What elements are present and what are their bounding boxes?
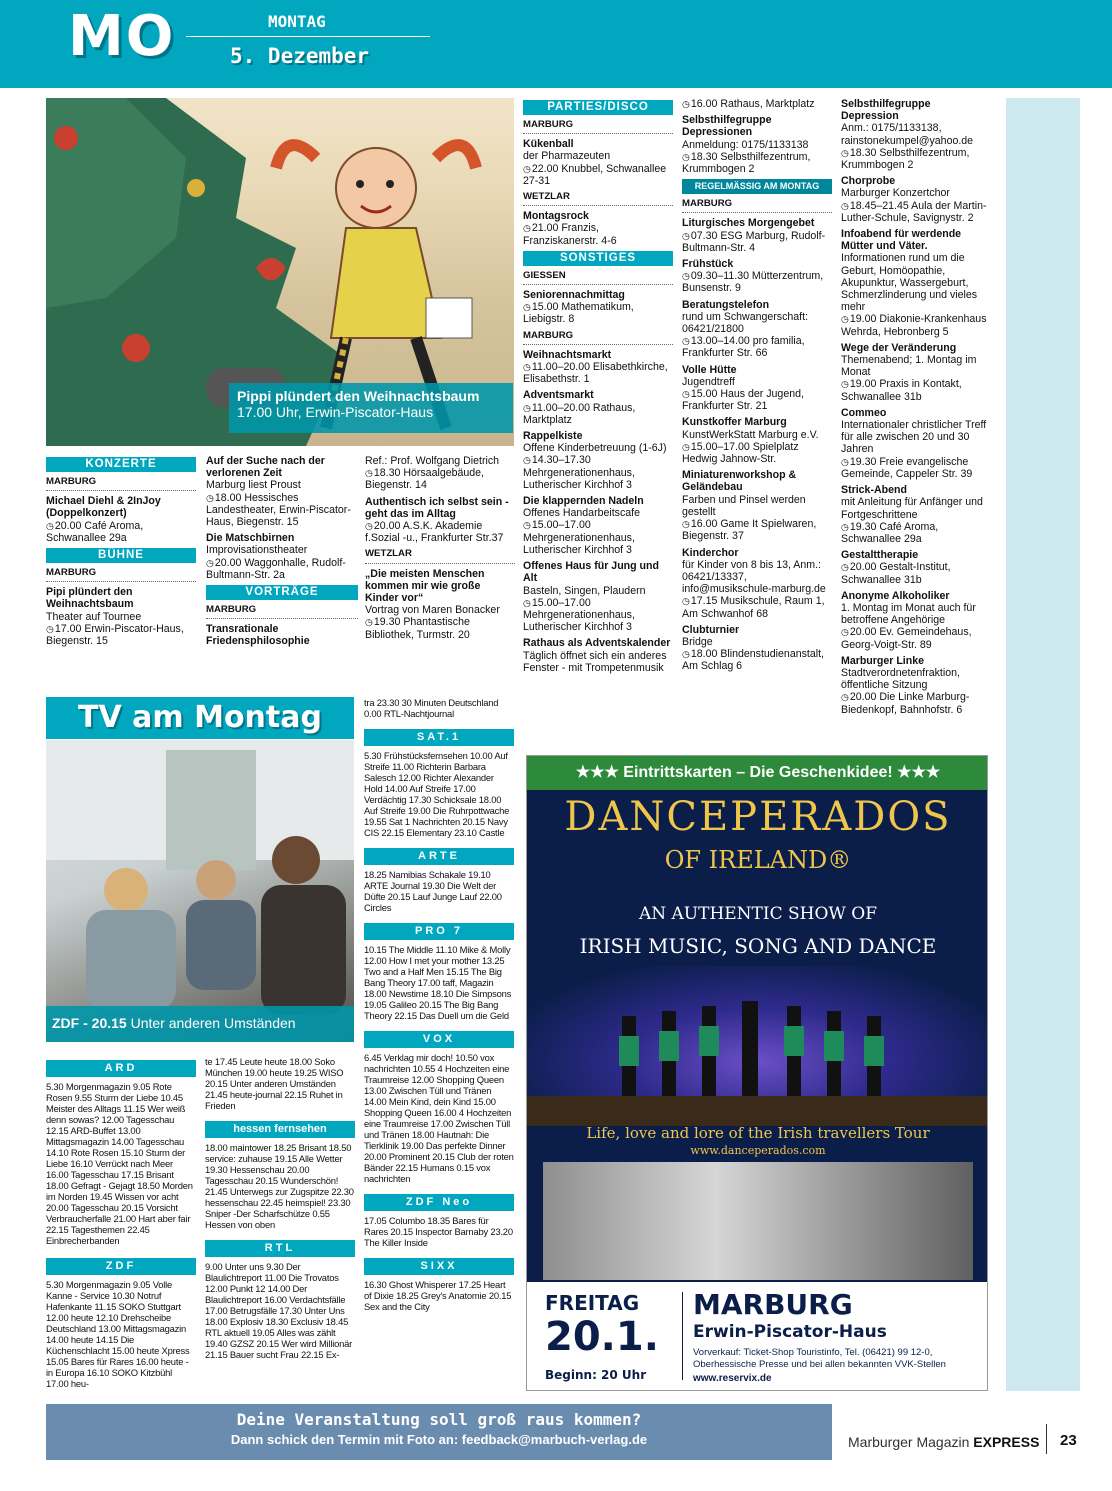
regelmaessig-heading: REGELMÄSSIG AM MONTAG [682,179,832,194]
event-detail: ◷ 19.30 Phantastische Bibliothek, Turmstr. 20 [365,616,515,640]
tv-photo-scene [46,740,354,1042]
ad-weekday: FREITAG [545,1291,640,1315]
event-detail: ◷ 20.00 Die Linke Marburg-Biedenkopf, Bahnhofstr. 6 [841,691,991,715]
event-detail: ◷ 20.00 Waggonhalle, Rudolf-Bultmann-Str. 2a [206,557,358,581]
vortraege-heading: VORTRÄGE [206,585,358,600]
buehne-heading: BÜHNE [46,548,196,563]
event-detail: Theater auf Tournee [46,610,142,623]
parties-heading: PARTIES/DISCO [523,100,673,115]
event-detail: rund um Schwangerschaft: 06421/21800 [682,310,809,336]
event-detail: Ref.: Prof. Wolfgang Dietrich [365,455,500,467]
event-detail: ◷ 17.15 Musikschule, Raum 1, Am Schwanhof 68 [682,595,832,619]
hr-heading: hessen fernsehen [205,1121,355,1138]
ad-banner: ★★★ Eintrittskarten – Die Geschenkidee! ★★★ [527,756,988,790]
ard-heading: ARD [46,1060,196,1077]
ad-start-time: Beginn: 20 Uhr [545,1368,647,1382]
ad-presale-1: Vorverkauf: Ticket-Shop Touristinfo, Tel. (06421) 99 12-0, [693,1347,933,1358]
ad-date: 20.1. [545,1314,659,1360]
event-title: Strick-Abend [841,484,907,497]
tv-heading: TV am Montag [46,697,354,739]
event-title: Wege der Veränderung [841,341,957,354]
sonstiges-heading: SONSTIGES [523,251,673,266]
event-detail: ◷ 21.00 Franzis, Franziskanerstr. 4-6 [523,222,673,246]
event-title: Volle Hütte [682,363,737,376]
magazine-name [848,1434,1039,1450]
event-detail: ◷ 07.30 ESG Marburg, Rudolf-Bultmann-Str. 4 [682,230,832,254]
header-divider [186,36,430,37]
sixx-heading: SIXX [364,1258,514,1275]
ad-stage-photo [527,966,988,1126]
wetzlar-city: WETZLAR [365,548,515,563]
event-detail: ◷ 15.00–17.00 Spielplatz Hedwig Jahnow-Str. [682,441,832,465]
event-title: Anonyme Alkoholiker [841,589,950,602]
event-detail: ◷ 16.00 Rathaus, Marktplatz [682,98,832,110]
ad-tour: Life, love and lore of the Irish travellers Tour [586,1124,930,1142]
event-title: Chorprobe [841,175,896,188]
day-abbreviation: MO [68,4,176,69]
vox-heading: VOX [364,1031,514,1048]
event-title: Marburger Linke [841,654,925,667]
event-title: Authentisch ich selbst sein - geht das im Alltag [365,495,509,520]
event-title: Transrationale Friedensphilosophie [206,623,310,648]
tv-col-3 [364,697,514,1312]
event-detail: ◷ 20.00 Café Aroma, Schwanallee 29a [46,520,196,544]
event-title: „Die meisten Menschen kommen mir wie große Kinder vor“ [365,567,485,605]
event-detail: ◷ 19.30 Freie evangelische Gemeinde, Cappeler Str. 39 [841,456,991,480]
event-title: Die klappernden Nadeln [523,495,644,508]
sat1-program: 5.30 Frühstücksfernsehen 10.00 Auf Streife 11.00 Richterin Barbara Salesch 12.00 Richter Alexander Hold 14.00 Auf Streife 17.00 Verdächtig 17.30 Schicksale 18.00 Auf Streife 19.00 Die Ruhrpottwache 19.55 Sat 1 Nachrichten 20.15 Navy CIS 22.15 Elementary 23.10 Castle [364,750,510,838]
event-title: Adventsmarkt [523,389,594,402]
event-detail: ◷ 09.30–11.30 Mütterzentrum, Bunsenstr. 9 [682,270,832,294]
event-detail: Basteln, Singen, Plaudern [523,584,646,597]
city: WETZLAR [523,191,673,206]
rtl-program-cont: tra 23.30 30 Minuten Deutschland 0.00 RTL-Nachtjournal [364,697,499,719]
events-col-2 [206,455,358,652]
event-detail: ◷ 14.30–17.30 Mehrgenerationenhaus, Lutherischer Kirchhof 3 [523,454,673,491]
event-title: Kükenball [523,138,574,151]
event-title: Frühstück [682,258,734,271]
buehne-city: MARBURG [46,567,196,582]
event-title: Seniorennachmittag [523,289,625,302]
event-detail: ◷ 11.00–20.00 Rathaus, Marktplatz [523,402,673,426]
event-detail: ◷ 20.00 Ev. Gemeindehaus, Georg-Voigt-Str. 89 [841,626,991,650]
event-detail: ◷ 18.30 Selbsthilfezentrum, Krummbogen 2 [841,147,991,171]
page-number: 23 [1060,1432,1077,1449]
pippi-caption-sub: 17.00 Uhr, Erwin-Piscator-Haus [237,404,434,420]
event-detail: Offenes Handarbeitscafe [523,507,640,520]
event-title: Gestalttherapie [841,549,919,562]
ad-venue: Erwin-Piscator-Haus [693,1322,887,1342]
pippi-caption-title: Pippi plündert den Weihnachtsbaum [237,388,480,404]
event-detail: ◷ 18.45–21.45 Aula der Martin-Luther-Schule, Savignystr. 2 [841,200,991,224]
arte-program: 18.25 Namibias Schakale 19.10 ARTE Journal 19.30 Die Welt der Düfte 20.15 Lauf Junge Lauf 22.00 Circles [364,869,502,913]
event-detail: Marburger Konzertchor [841,187,950,200]
rtl-program: 9.00 Unter uns 9.30 Der Blaulichtreport 11.00 Die Trovatos 12.00 Punkt 12 14.00 Der Blaulichtreport 16.00 Verdachtsfälle 17.00 Betrugsfälle 17.30 Unter Uns 18.00 Explosiv 18.30 Exclusiv 18.45 RTL aktuell 19.05 Alles was zählt 19.40 GZSZ 20.15 Wer wird Millionär 21.15 Bauer sucht Frau 22.15 Ex- [205,1261,353,1360]
event-detail: Bridge [682,635,713,648]
ad-url[interactable]: www.danceperados.com [690,1144,826,1157]
event-title: Selbsthilfegruppe Depression [841,98,931,123]
event-detail: Offene Kinderbetreuung (1-6J) [523,442,667,455]
event-detail: ◷ 13.00–14.00 pro familia, Frankfurter Str. 66 [682,335,832,359]
event-detail: Vortrag von Maren Bonacker [365,604,500,617]
event-detail: mit Anleitung für Anfänger und Fortgeschrittene [841,496,983,521]
vortraege-city: MARBURG [206,604,358,619]
city: MARBURG [523,119,673,134]
event-detail: ◷ 15.00 Mathematikum, Liebigstr. 8 [523,301,673,325]
event-detail: ◷ 19.30 Café Aroma, Schwanallee 29a [841,521,991,545]
event-detail: Improvisationstheater [206,544,308,557]
magazine-brand: EXPRESS [973,1434,1040,1450]
magazine-title: Marburger Magazin [848,1434,974,1450]
city: GIESSEN [523,270,673,285]
event-detail: der Pharmazeuten [523,150,611,163]
events-col-6 [841,98,991,720]
ad-line-1: AN AUTHENTIC SHOW OF [638,904,878,924]
hr-program: 18.00 maintower 18.25 Brisant 18.50 service: zuhause 19.15 Alle Wetter 19.30 Hessenschau 20.00 Tagesschau 20.15 Wunderschön! 21.45 Unterwegs zur Zugspitze 22.30 hessenschau 22.45 heimspiel! 23.30 Sniper -Der Scharfschütze 0.55 Hessen von oben [205,1142,354,1230]
zdfneo-program: 17.05 Columbo 18.35 Bares für Rares 20.15 Inspector Barnaby 23.20 The Killer Inside [364,1215,513,1248]
event-title: Offenes Haus für Jung und Alt [523,560,659,585]
side-strip [1006,98,1080,1391]
event-title: Rathaus als Adventskalender [523,637,671,650]
ard-program: 5.30 Morgenmagazin 9.05 Rote Rosen 9.55 Sturm der Liebe 10.45 Meister des Alltags 11.15 Wer weiß denn sowas? 12.00 Tagesschau 12.15 ARD-Buffet 13.00 Mittagsmagazin 14.00 Tagesschau 14.10 Rote Rosen 15.10 Sturm der Liebe 16.10 Verrückt nach Meer 16.00 Tagesschau 17.15 Brisant 18.00 Gefragt - Gejagt 18.50 Morden im Norden 19.45 Wissen vor acht 20.00 Tagesschau 20.15 Vorsicht Verbraucherfalle 21.00 Hart aber fair 22.15 Tagesthemen 22.45 Einbrecherbanden [46,1081,193,1246]
zdf-program: 5.30 Morgenmagazin 9.05 Volle Kanne - Service 10.30 Notruf Hafenkante 11.15 SOKO Stuttgart 12.00 heute 12.10 Drehscheibe Deutschland 13.00 Mittagsmagazin 14.00 heute 14.15 Die Küchenschlacht 15.00 heute Xpress 15.05 Bares für Rares 16.00 heute - in Europa 16.10 SOKO Kitzbühl 17.00 heu- [46,1279,190,1389]
event-title: Weihnachtsmarkt [523,348,612,361]
pippi-caption [229,383,513,433]
page-divider [1046,1424,1047,1454]
event-title: Selbsthilfegruppe Depressionen [682,114,772,139]
event-detail: Stadtverordnetenfraktion, öffentliche Sitzung [841,666,960,692]
event-detail: Täglich öffnet sich ein anderes Fenster - mit Trompetenmusik [523,649,667,674]
arte-heading: ARTE [364,848,514,865]
event-title: Infoabend für werdende Mütter und Väter. [841,228,962,253]
footer-contact[interactable]: Dann schick den Termin mit Foto an: feedback@marbuch-verlag.de [230,1432,648,1447]
event-title: Michael Diehl & 2InJoy (Doppelkonzert) [46,495,161,520]
event-detail: ◷ 18.30 Hörsaalgebäude, Biegenstr. 14 [365,467,515,491]
ad-divider [682,1292,683,1380]
event-detail: ◷ 19.00 Diakonie-Krankenhaus Wehrda, Hebronberg 5 [841,313,991,337]
event-title: Auf der Suche nach der verlorenen Zeit [206,455,325,480]
event-detail: ◷ 18.00 Hessisches Landestheater, Erwin-Piscator-Haus, Biegenstr. 15 [206,492,358,529]
ad-city: MARBURG [693,1288,853,1321]
danceperados-ad[interactable] [526,755,988,1391]
event-title: Kunstkoffer Marburg [682,416,787,429]
event-detail: 1. Montag im Monat auch für betroffene Angehörige [841,601,976,627]
zdf-program-cont: te 17.45 Leute heute 18.00 Soko München 19.00 heute 19.25 WISO 20.15 Unter anderen Umständen 21.45 heute-journal 22.15 Ruhet in Frieden [205,1056,344,1111]
event-detail: ◷ 19.00 Praxis in Kontakt, Schwanallee 31b [841,378,991,402]
konzerte-city: MARBURG [46,476,196,491]
footer-banner [46,1404,832,1460]
event-title: Pipi plündert den Weihnachtsbaum [46,586,134,611]
dancers-graphic [527,966,988,1126]
ad-line-2: IRISH MUSIC, SONG AND DANCE [579,934,937,958]
event-detail: Farben und Pinsel werden gestellt [682,493,806,518]
events-col-4 [523,98,673,678]
date: 5. Dezember [230,44,370,68]
event-title: Clubturnier [682,623,740,636]
event-title: Rappelkiste [523,430,583,443]
event-detail: ◷ 22.00 Knubbel, Schwanallee 27-31 [523,163,673,187]
tv-col-2 [205,1056,355,1360]
event-detail: Marburg liest Proust [206,479,301,492]
events-col-5 [682,98,832,677]
event-detail: ◷ 17.00 Erwin-Piscator-Haus, Biegenstr. 15 [46,623,196,647]
event-detail: ◷ 15.00 Haus der Jugend, Frankfurter Str. 21 [682,388,832,412]
sat1-heading: SAT.1 [364,729,514,746]
event-detail: ◷ 15.00–17.00 Mehrgenerationenhaus, Lutherischer Kirchhof 3 [523,597,673,634]
event-detail: Informationen rund um die Geburt, Homöopathie, Akupunktur, Wassergeburt, Schmerzlinderung und vieles mehr [841,252,978,314]
events-col-1 [46,455,196,651]
event-detail: Internationaler christlicher Treff für alle zwischen 20 und 30 Jahren [841,419,987,456]
city: MARBURG [682,198,832,213]
zdf-heading: ZDF [46,1258,196,1275]
event-title: Miniaturenworkshop & Geländebau [682,469,797,494]
footer-headline: Deine Veranstaltung soll groß raus kommen? [236,1410,642,1429]
tv-col-1 [46,1060,196,1389]
event-title: Montagsrock [523,210,589,223]
tv-caption-time: ZDF - 20.15 [52,1015,127,1031]
ad-historic-photo [543,1162,973,1280]
ad-presale-2: Oberhessische Presse und bei allen bekannten VVK-Stellen [693,1359,946,1370]
rtl-heading: RTL [205,1240,355,1257]
event-detail: Anmeldung: 0175/1133138 [682,138,809,151]
event-detail: Themenabend; 1. Montag im Monat [841,354,977,379]
event-title: Beratungstelefon [682,298,770,311]
tv-caption-title: Unter anderen Umständen [126,1015,296,1031]
events-col-3 [365,455,515,645]
event-detail: Jugendtreff [682,375,735,388]
ad-subtitle: OF IRELAND® [664,846,852,874]
event-detail: ◷ 20.00 Gestalt-Institut, Schwanallee 31b [841,561,991,585]
event-detail: ◷ 16.00 Game It Spielwaren, Biegenstr. 37 [682,518,832,542]
event-detail: ◷ 18.30 Selbsthilfezentrum, Krummbogen 2 [682,151,832,175]
tv-photo [46,740,354,1042]
city: MARBURG [523,330,673,345]
tv-caption [46,1006,354,1042]
ad-reservix-link[interactable]: www.reservix.de [693,1373,772,1384]
event-title: Die Matschbirnen [206,532,295,545]
event-detail: ◷ 15.00–17.00 Mehrgenerationenhaus, Lutherischer Kirchhof 3 [523,519,673,556]
event-title: Liturgisches Morgengebet [682,217,815,230]
event-detail: Anm.: 0175/1133138, rainstonekumpel@yahoo.de [841,122,974,147]
event-detail: ◷ 18.00 Blindenstudienanstalt, Am Schlag 6 [682,648,832,672]
konzerte-heading: KONZERTE [46,457,196,472]
event-detail: ◷ 20.00 A.S.K. Akademie f.Sozial -u., Frankfurter Str.37 [365,520,515,544]
event-detail: für Kinder von 8 bis 13, Anm.: 06421/13337, info@musikschule-marburg.de [682,558,826,596]
pro7-program: 10.15 The Middle 11.10 Mike & Molly 12.00 How I met your mother 13.25 Two and a Half Men 15.15 The Big Bang Theory 17.00 taff, Magazin 18.00 Newstime 18.10 Die Simpsons 19.05 Galileo 20.15 The Big Bang Theory 22.15 Das Duell um die Geld [364,944,512,1021]
day-name: MONTAG [268,12,326,31]
ad-title: DANCEPERADOS [564,794,952,840]
zdfneo-heading: ZDF Neo [364,1194,514,1211]
vox-program: 6.45 Verklag mir doch! 10.50 vox nachrichten 10.55 4 Hochzeiten eine Traumreise 12.00 Shopping Queen 13.00 Zwischen Tüll und Tränen 14.00 Mein Kind, dein Kind 15.00 Shopping Queen 16.00 4 Hochzeiten eine Traumreise 17.00 Zwischen Tüll und Tränen 18.00 Hautnah: Die Tierklinik 19.00 Das perfekte Dinner 20.00 Prominent 20.15 Club der roten Bänder 22.15 Humans 0.15 vox nachrichten [364,1052,514,1184]
event-detail: ◷ 11.00–20.00 Elisabethkirche, Elisabethstr. 1 [523,361,673,385]
sixx-program: 16.30 Ghost Whisperer 17.25 Heart of Dixie 18.25 Grey's Anatomie 20.15 Sex and the City [364,1279,512,1312]
event-detail: KunstWerkStatt Marburg e.V. [682,428,819,441]
pro7-heading: PRO 7 [364,923,514,940]
event-title: Kinderchor [682,546,739,559]
event-title: Commeo [841,406,887,419]
